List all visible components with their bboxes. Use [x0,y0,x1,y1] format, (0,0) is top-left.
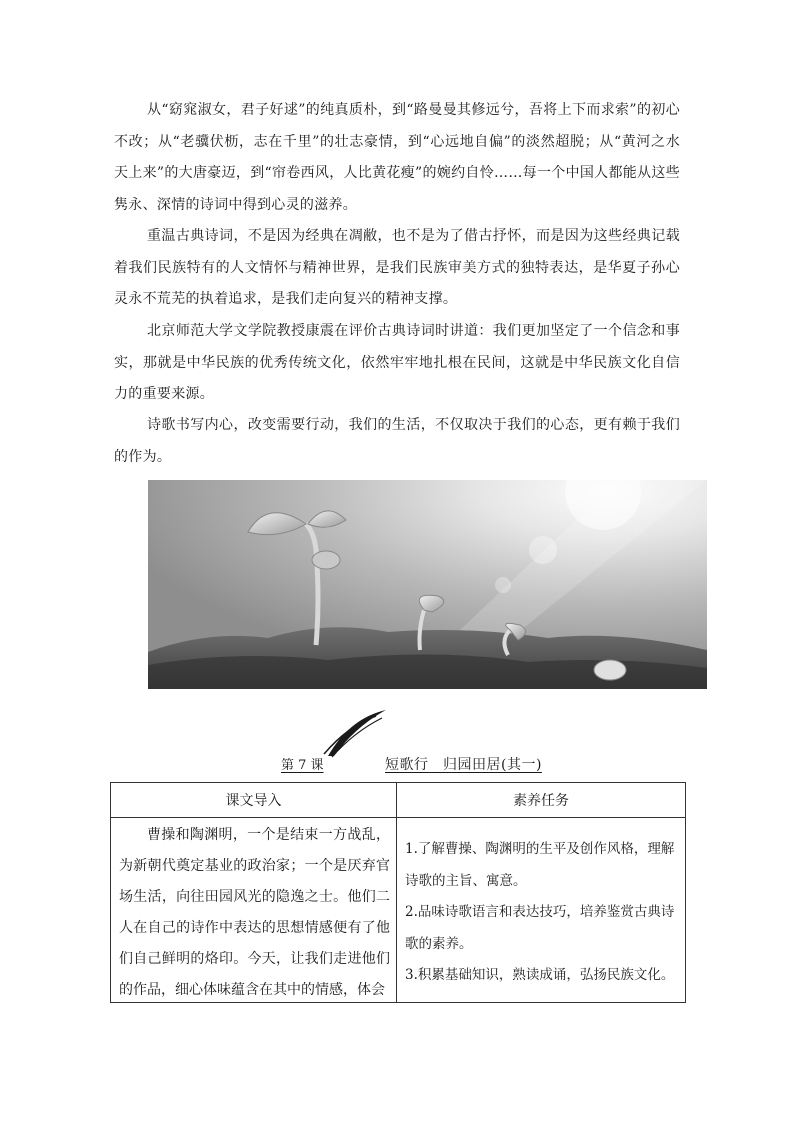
header-intro: 课文导入 [111,783,397,818]
swoosh-decoration-icon [320,708,390,758]
tasks-cell [397,818,686,1003]
header-tasks: 素养任务 [397,783,686,818]
task-item: 3.积累基础知识，熟读成诵，弘扬民族文化。 [405,967,675,983]
task-item: 1.了解曹操、陶渊明的生平及创作风格，理解诗歌的主旨、寓意。 [405,841,675,889]
lesson-title: 短歌行 归园田居(其一) [385,757,542,773]
table-row [111,818,686,1003]
task-item: 2.品味诗歌语言和表达技巧，培养鉴赏古典诗歌的素养。 [405,904,675,952]
table-header-row [111,783,686,818]
lesson-number: 第 7 课 [281,758,324,773]
intro-text: 曹操和陶渊明，一个是结束一方战乱，为新朝代奠定基业的政治家；一个是厌弃官场生活，向往田园风光的隐逸之士。他们二人在自己的诗作中表达的思想情感便有了他们自己鲜明的烙印。今天，让我们走进他们的作品，细心体味蕴含在其中的情感，体会 [119,827,390,998]
lesson-table [110,782,686,1003]
paragraph-1: 从“窈窕淑女，君子好逑”的纯真质朴，到“路曼曼其修远兮，吾将上下而求索”的初心不改；从“老骥伏枥，志在千里”的壮志豪情，到“心远地自偏”的淡然超脱；从“黄河之水天上来”的大唐豪迈，到“帘卷西风，人比黄花瘦”的婉约自怜……每一个中国人都能从这些隽永、深情的诗词中得到心灵的滋养。 [114,102,680,213]
paragraph-4: 诗歌书写内心，改变需要行动，我们的生活，不仅取决于我们的心态，更有赖于我们的作为。 [114,417,680,465]
paragraph-3: 北京师范大学文学院教授康震在评价古典诗词时讲道：我们更加坚定了一个信念和事实，那就是中华民族的优秀传统文化，依然牢牢地扎根在民间，这就是中华民族文化自信力的重要来源。 [114,323,680,402]
seedling-photo [148,480,707,689]
paragraph-2: 重温古典诗词，不是因为经典在凋敝，也不是为了借古抒怀，而是因为这些经典记载着我们民族特有的人文情怀与精神世界，是我们民族审美方式的独特表达，是华夏子孙心灵永不荒芜的执着追求，是我们走向复兴的精神支撑。 [114,228,680,307]
intro-cell [111,818,397,1003]
lesson-header [230,708,570,774]
